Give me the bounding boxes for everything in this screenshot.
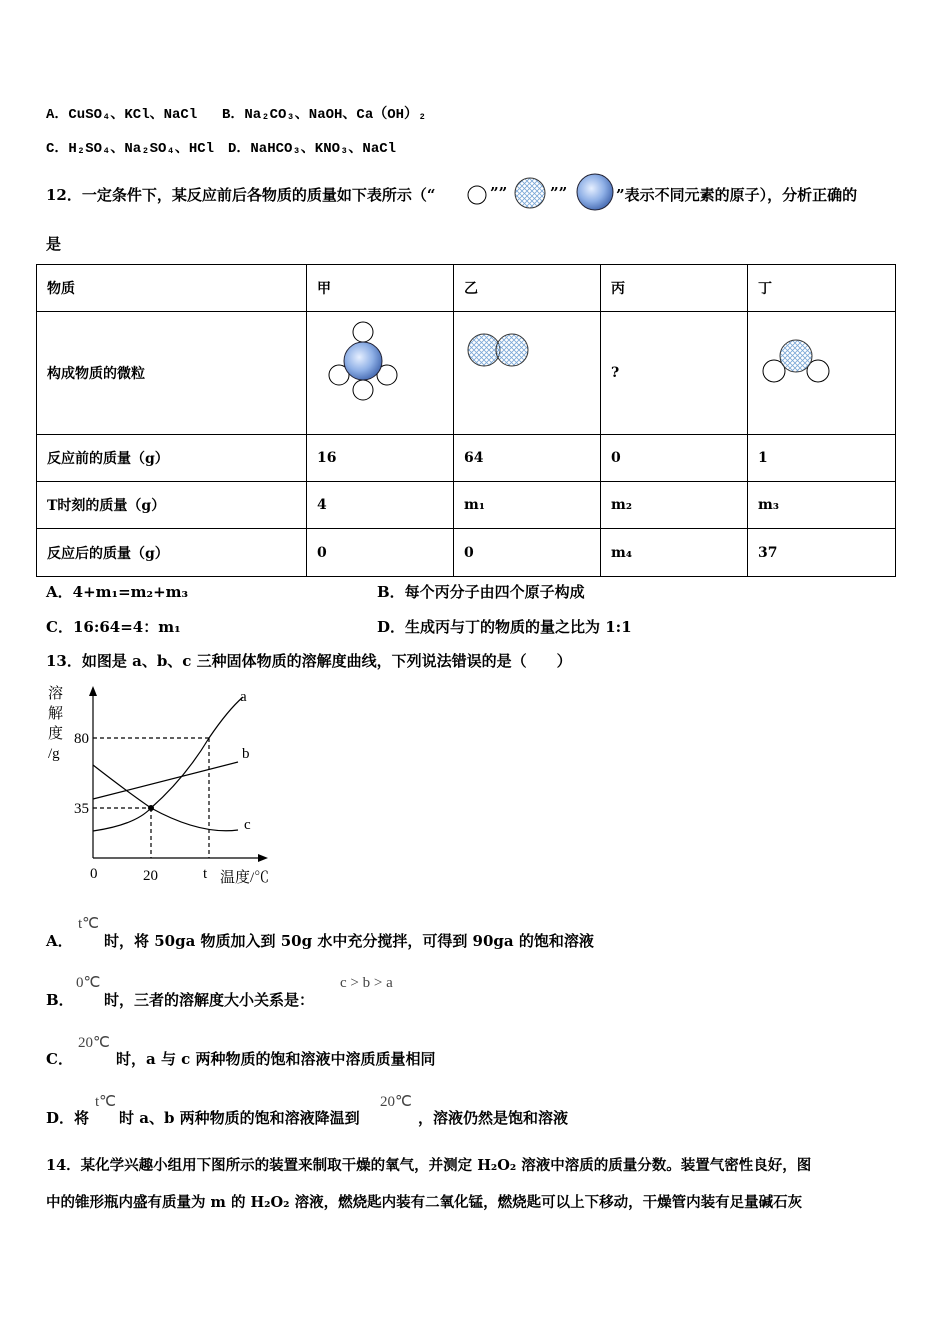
curve-label-a: a (240, 689, 247, 705)
y-label-char: 度 (48, 726, 64, 742)
molecule-yi-icon (464, 330, 536, 370)
temp-formula: 0℃ (76, 975, 101, 991)
table-row (37, 529, 896, 577)
option-text: 时，将 50ga 物质加入到 50g 水中充分搅拌，可得到 90ga 的饱和溶液 (104, 932, 594, 950)
row-label: 反应后的质量（g） (37, 529, 307, 577)
q12-stem-part2: ”表示不同元素的原子），分析正确的 (616, 186, 858, 204)
q12-stem-part1: 12．一定条件下，某反应前后各物质的质量如下表所示（“ (46, 186, 436, 204)
q12-quote2: ”” (550, 184, 568, 202)
intersection-point (148, 805, 154, 811)
option-label: D．将 (46, 1109, 90, 1127)
y-tick-35: 35 (74, 801, 89, 817)
molecule-jia-cell (307, 312, 454, 435)
q12-quote1: ”” (490, 184, 508, 202)
header-cell: 甲 (307, 265, 454, 312)
cell: m₁ (454, 482, 601, 529)
temp-formula: t℃ (78, 916, 100, 932)
cell: 16 (307, 435, 454, 482)
x-tick-0: 0 (90, 866, 98, 882)
cell: 0 (601, 435, 748, 482)
guide-lines (93, 738, 209, 858)
header-cell: 物质 (37, 265, 307, 312)
table-header-row (37, 265, 896, 312)
q11-option-b: B．Na₂CO₃、NaOH、Ca（OH）₂ (222, 107, 427, 123)
curve-label-c: c (244, 817, 251, 833)
blue-atom-icon (574, 172, 616, 212)
header-cell: 丙 (601, 265, 748, 312)
cell: 37 (748, 529, 896, 577)
q12-option-b: B．每个丙分子由四个原子构成 (377, 583, 585, 601)
x-axis-label: 温度/℃ (220, 870, 270, 886)
particle-label: 构成物质的微粒 (37, 312, 307, 435)
q12-option-c: C．16:64=4：m₁ (46, 618, 181, 636)
header-cell: 丁 (748, 265, 896, 312)
reaction-mass-table (36, 264, 896, 577)
molecule-yi-cell (454, 312, 601, 435)
molecule-ding-icon (760, 338, 832, 388)
q12-stem-line2: 是 (46, 235, 62, 253)
molecule-ding-cell (748, 312, 896, 435)
temp-formula: 20℃ (380, 1094, 412, 1110)
cell: 0 (454, 529, 601, 577)
hatched-atom-icon (512, 176, 548, 210)
header-cell: 乙 (454, 265, 601, 312)
x-axis-arrow (258, 854, 268, 862)
curve-c (93, 765, 238, 831)
y-label-char: 溶 (48, 686, 64, 702)
temp-formula: t℃ (95, 1094, 117, 1110)
option-text: 时 a、b 两种物质的饱和溶液降温到 (119, 1109, 360, 1127)
molecule-bing-unknown: ? (601, 312, 748, 435)
option-label: C． (46, 1050, 73, 1068)
option-text: 时，三者的溶解度大小关系是： (104, 991, 315, 1009)
y-label-char: /g (48, 746, 60, 762)
temp-formula: 20℃ (78, 1035, 110, 1051)
cell: m₂ (601, 482, 748, 529)
y-label-char: 解 (48, 706, 64, 722)
molecule-jia-icon (323, 318, 403, 402)
y-tick-80: 80 (74, 731, 89, 747)
table-row (37, 482, 896, 529)
x-tick-20: 20 (143, 868, 158, 884)
q11-option-a: A．CuSO₄、KCl、NaCl (46, 107, 198, 123)
q12-option-a: A．4+m₁=m₂+m₃ (46, 583, 189, 601)
curve-a (93, 697, 243, 831)
row-label: T时刻的质量（g） (37, 482, 307, 529)
y-axis-arrow (89, 686, 97, 696)
x-tick-t: t (203, 866, 208, 882)
cell: 1 (748, 435, 896, 482)
option-text: 时，a 与 c 两种物质的饱和溶液中溶质质量相同 (116, 1050, 436, 1068)
q14-line1: 14．某化学兴趣小组用下图所示的装置来制取干燥的氧气，并测定 H₂O₂ 溶液中溶质的质量分数。装置气密性良好，图 (46, 1157, 812, 1174)
q11-option-d: D．NaHCO₃、KNO₃、NaCl (228, 141, 397, 157)
cell: 0 (307, 529, 454, 577)
q14-line2: 中的锥形瓶内盛有质量为 m 的 H₂O₂ 溶液，燃烧匙内装有二氧化锰，燃烧匙可以上下移动，干燥管内装有足量碱石灰 (46, 1194, 803, 1211)
cell: 4 (307, 482, 454, 529)
cell: 64 (454, 435, 601, 482)
relation-formula: c > b > a (340, 975, 393, 991)
option-label: A． (46, 932, 73, 950)
white-atom-icon (466, 184, 488, 206)
row-label: 反应前的质量（g） (37, 435, 307, 482)
option-label: B． (46, 991, 74, 1009)
q13-stem: 13．如图是 a、b、c 三种固体物质的溶解度曲线，下列说法错误的是（ ） (46, 652, 572, 670)
q11-option-c: C．H₂SO₄、Na₂SO₄、HCl (46, 141, 215, 157)
option-text: ，溶液仍然是饱和溶液 (418, 1109, 569, 1127)
cell: m₃ (748, 482, 896, 529)
curve-label-b: b (242, 746, 250, 762)
q12-option-d: D．生成丙与丁的物质的量之比为 1:1 (377, 618, 632, 636)
table-row (37, 435, 896, 482)
solubility-curve-graph (40, 680, 300, 890)
cell: m₄ (601, 529, 748, 577)
particle-row (37, 312, 896, 435)
